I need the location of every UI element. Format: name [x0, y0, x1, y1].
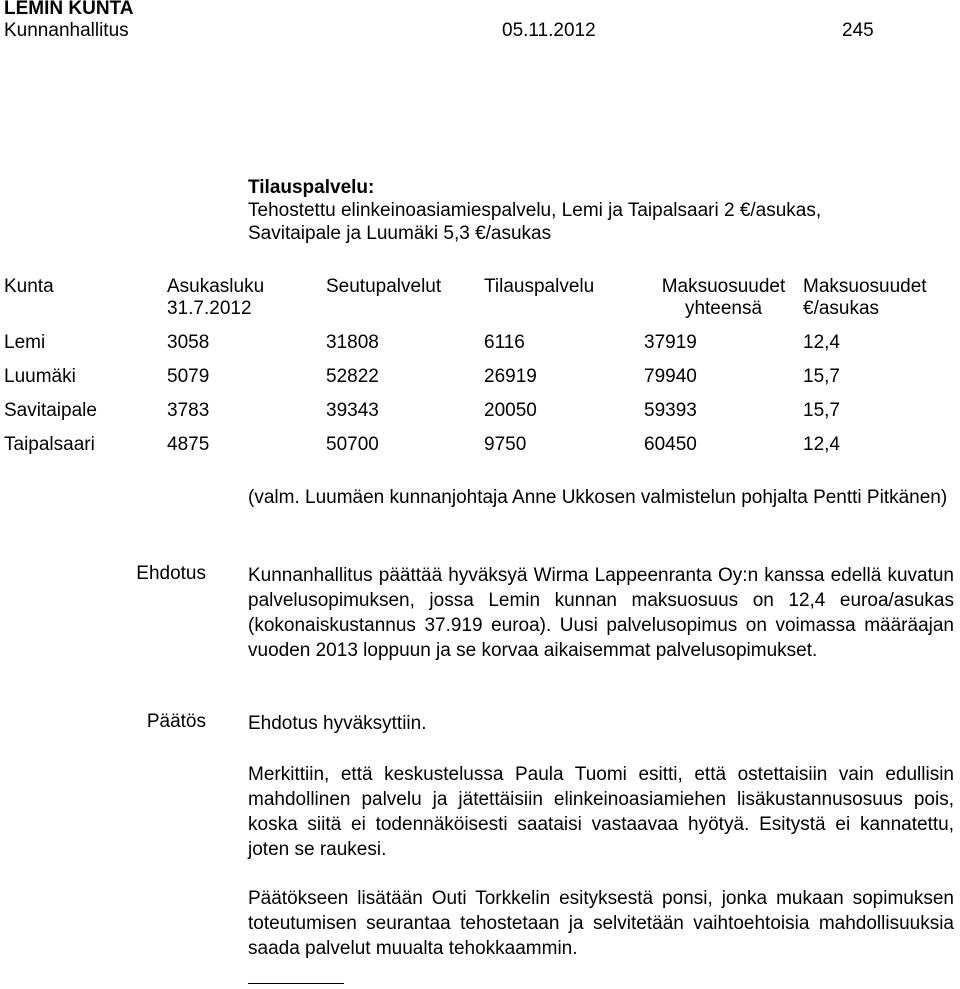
table-cell: 59393 — [644, 400, 697, 421]
header-line: 31.7.2012 — [167, 298, 252, 319]
table-header-row — [4, 276, 953, 332]
decision-note-1: Merkittiin, että keskustelussa Paula Tuomi esitti, että ostettaisiin vain edullisin mahdollinen palvelu ja jätettäisiin elinkeinoasiamiehen lisäkustannusosuus pois, koska siitä ei todennäköisesti saataisi vastaavaa hyötyä. Esitystä ei kannatettu, joten se raukesi. — [248, 764, 954, 860]
table-cell: 3783 — [167, 400, 210, 421]
col-header-maksuosuudet-asukas — [803, 276, 953, 332]
page-number: 245 — [842, 20, 874, 41]
table-cell: 15,7 — [803, 366, 840, 387]
service-description — [248, 176, 821, 245]
signature-rule — [248, 983, 344, 984]
decision-label: Päätös — [146, 711, 206, 732]
header-line: Asukasluku — [167, 276, 265, 297]
table-cell: 37919 — [644, 332, 697, 353]
col-header-kunta — [4, 276, 167, 332]
service-heading: Tilauspalvelu: — [248, 177, 375, 198]
table-cell: 26919 — [484, 366, 537, 387]
col-header-tilauspalvelu — [484, 276, 644, 332]
header-line: Tilauspalvelu — [484, 276, 595, 297]
header-line: €/asukas — [803, 298, 880, 319]
table-cell: 15,7 — [803, 400, 840, 421]
table-cell: 12,4 — [803, 434, 840, 455]
table-row — [4, 332, 953, 366]
proposal-label: Ehdotus — [136, 563, 206, 584]
table-cell: Taipalsaari — [4, 434, 95, 455]
table-cell: 4875 — [167, 434, 210, 455]
col-header-maksuosuudet-yhteensa — [644, 276, 803, 332]
decision-text: Ehdotus hyväksyttiin. — [248, 713, 427, 734]
header-line: Maksuosuudet — [803, 276, 927, 297]
meeting-date: 05.11.2012 — [502, 20, 596, 41]
service-line-2: Savitaipale ja Luumäki 5,3 €/asukas — [248, 223, 552, 244]
table-cell: 60450 — [644, 434, 697, 455]
col-header-seutupalvelut — [326, 276, 484, 332]
body-name: Kunnanhallitus — [4, 20, 129, 41]
preparation-note: (valm. Luumäen kunnanjohtaja Anne Ukkosen valmistelun pohjalta Pentti Pitkänen) — [248, 487, 948, 508]
service-line-1: Tehostettu elinkeinoasiamiespalvelu, Lemi ja Taipalsaari 2 €/asukas, — [248, 200, 822, 221]
header-line: Seutupalvelut — [326, 276, 442, 297]
header-line: yhteensä — [684, 298, 763, 319]
decision-note-2: Päätökseen lisätään Outi Torkkelin esityksestä ponsi, jonka mukaan sopimuksen toteutumisen seurantaa tehostetaan ja selvitetään vaihtoehtoisia mahdollisuuksia saada palvelut muualta tehokkaammin. — [248, 888, 954, 959]
header-line: Maksuosuudet — [661, 276, 786, 297]
proposal-text: Kunnanhallitus päättää hyväksyä Wirma Lappeenranta Oy:n kanssa edellä kuvatun palvelusopimuksen, jossa Lemin kunnan maksuosuus on 12,4 euroa/asukas (kokonaiskustannus 37.919 euroa). Uusi palvelusopimus on voimassa määräajan vuoden 2013 loppuun ja se korvaa aikaisemmat palvelusopimukset. — [248, 565, 954, 661]
table-cell: 5079 — [167, 366, 210, 387]
table-cell: 6116 — [484, 332, 525, 353]
table-cell: 9750 — [484, 434, 527, 455]
table-cell: 3058 — [167, 332, 210, 353]
table-cell: 39343 — [326, 400, 379, 421]
table-cell: 50700 — [326, 434, 379, 455]
table-cell: 31808 — [326, 332, 379, 353]
table-row — [4, 400, 953, 434]
table-cell: Lemi — [4, 332, 46, 353]
organization-name: LEMIN KUNTA — [4, 0, 134, 19]
table-cell: 12,4 — [803, 332, 840, 353]
table-cell: Savitaipale — [4, 400, 97, 421]
table-cell: Luumäki — [4, 366, 76, 387]
col-header-asukasluku — [167, 276, 326, 332]
table-cell: 52822 — [326, 366, 379, 387]
fee-table — [4, 276, 953, 468]
table-cell: 20050 — [484, 400, 537, 421]
table-cell: 79940 — [644, 366, 697, 387]
header-line: Kunta — [4, 276, 54, 297]
table-row — [4, 434, 953, 468]
table-row — [4, 366, 953, 400]
